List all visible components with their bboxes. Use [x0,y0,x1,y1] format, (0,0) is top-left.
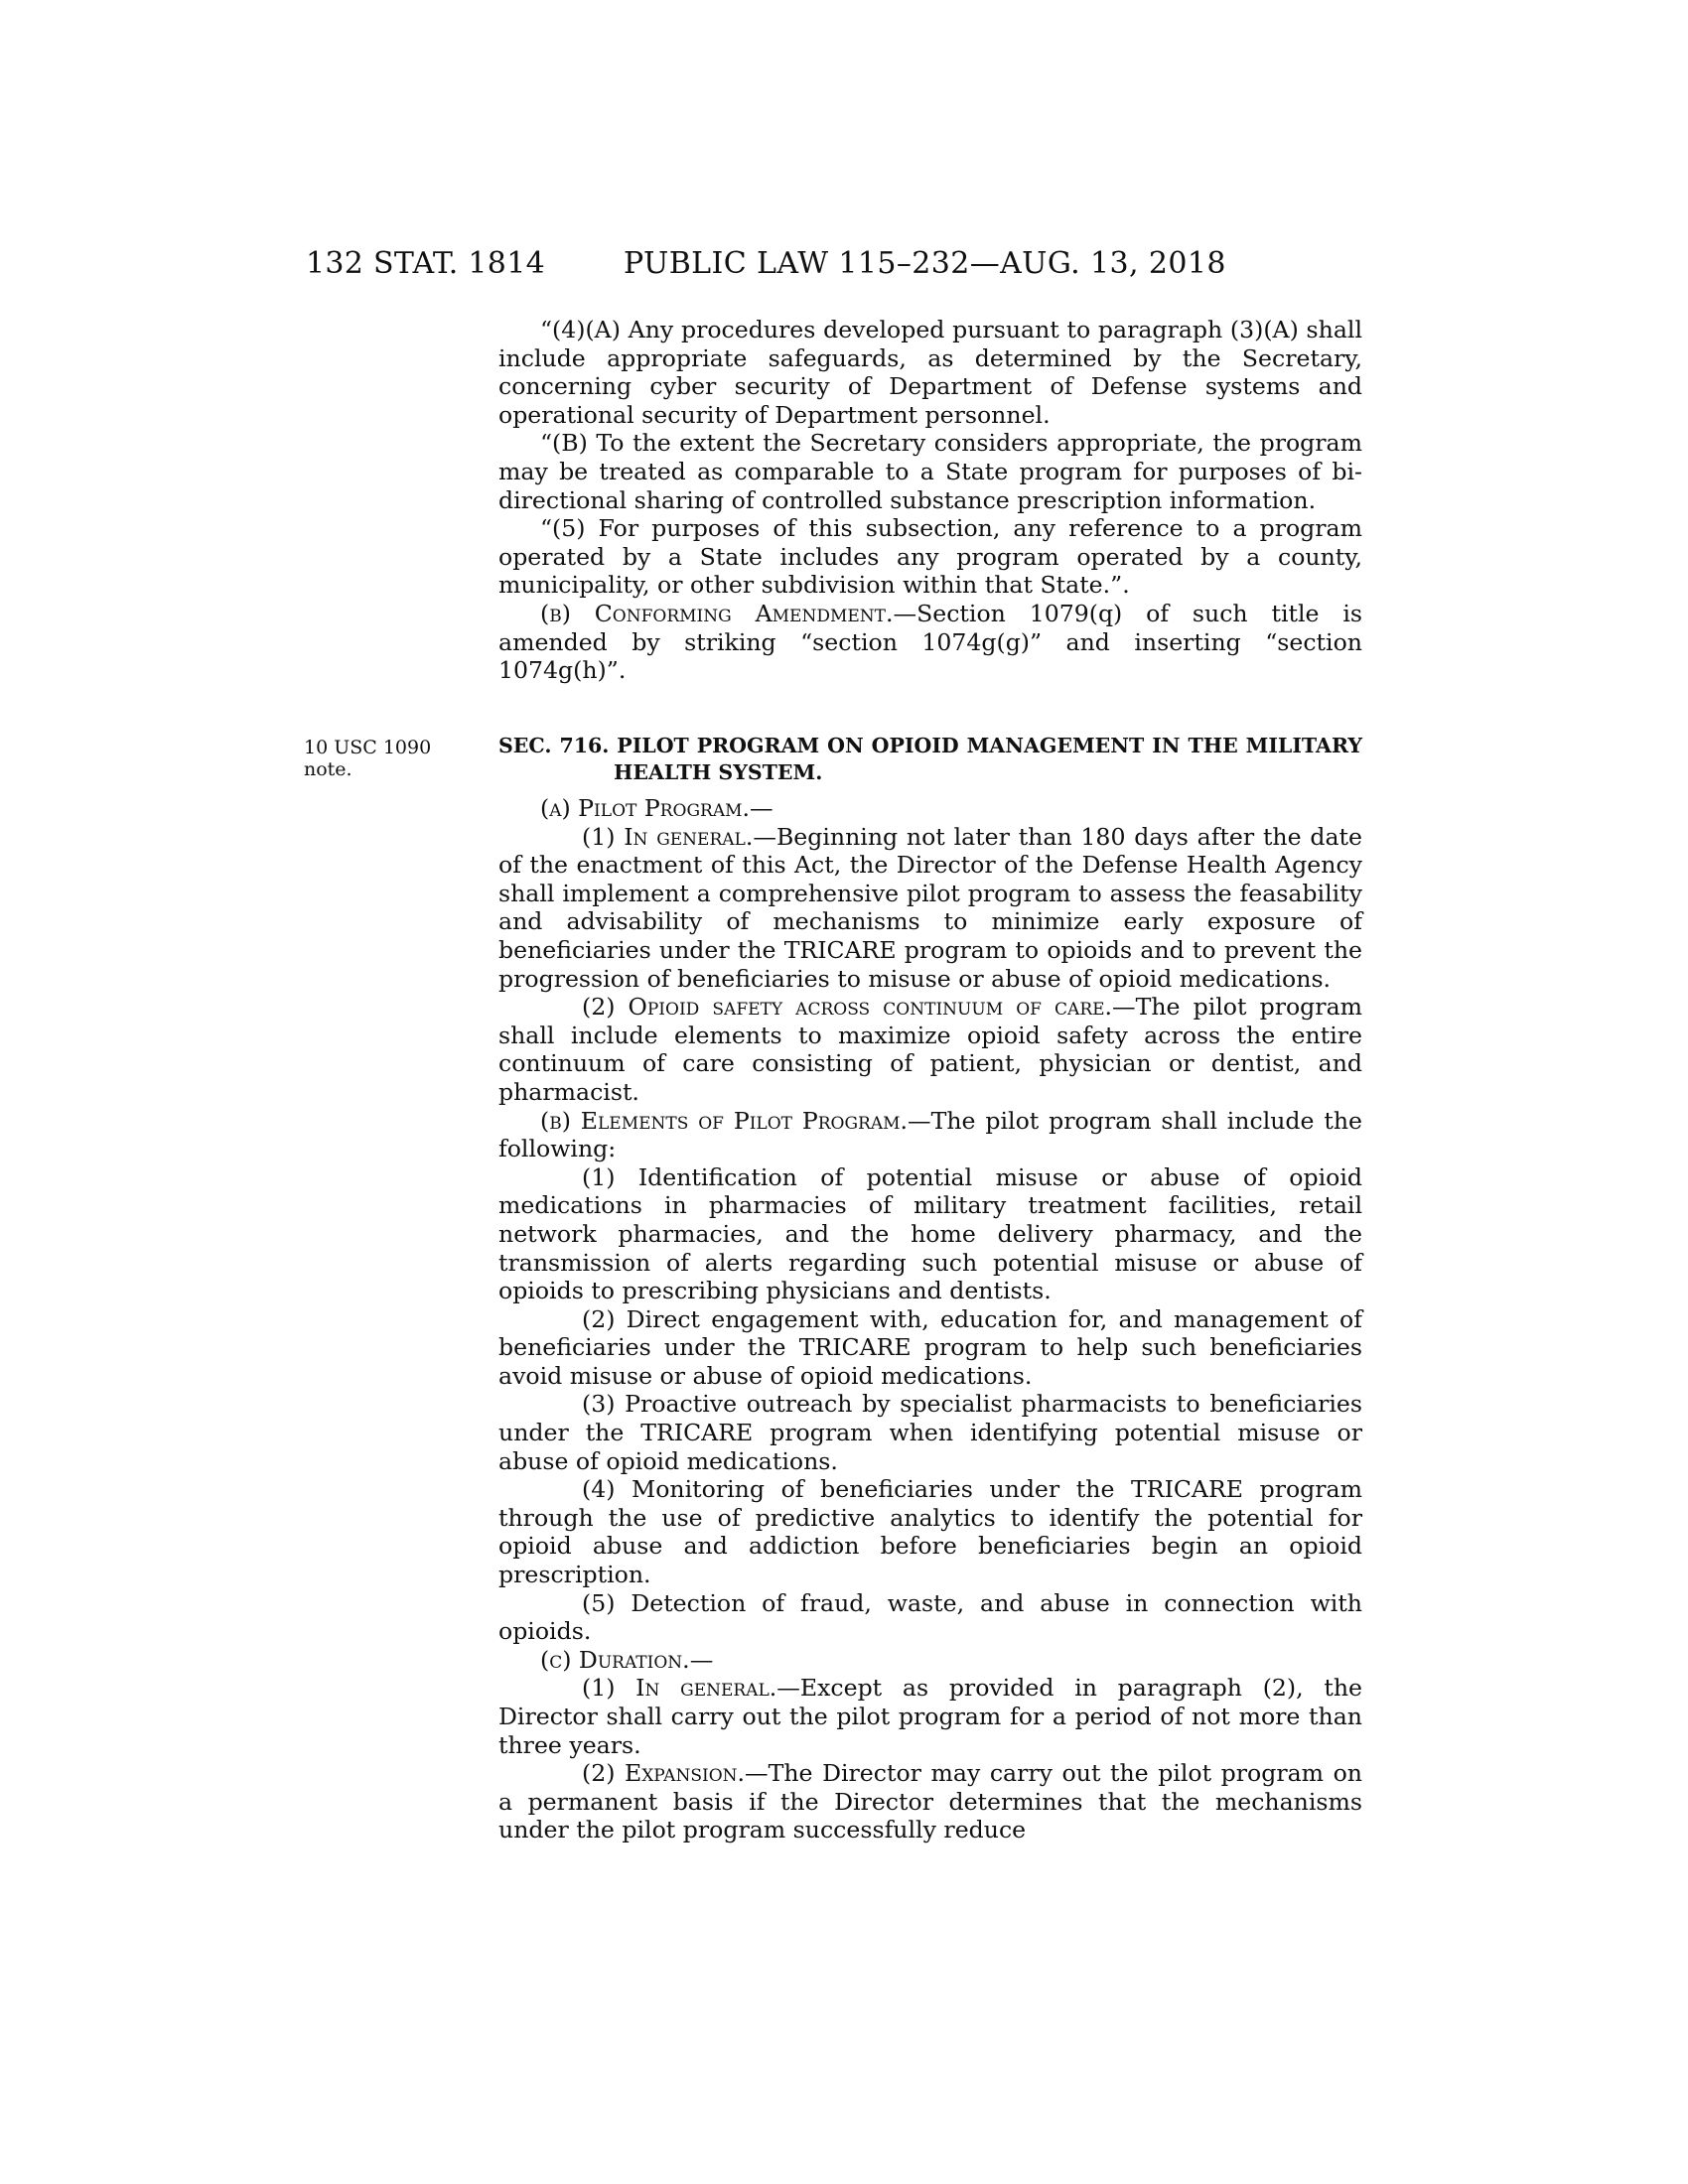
subsection-a-label: (a) Pilot Program. [540,794,751,822]
subsection-b-item-3: (3) Proactive outreach by specialist pharmacists to beneficiaries under the TRICARE program when identifying potential misuse or abuse of opioid medications. [498,1390,1362,1475]
conforming-amendment-text: —Section 1079(q) of such title is amended by striking “section 1074g(g)” and inserting “section 1074g(h)”. [498,599,1362,685]
subsection-a-paragraph-2 [498,993,1362,1106]
subsection-c-p1-label: (1) In general. [582,1674,777,1703]
stat-citation: 132 STAT. 1814 [306,246,545,281]
subsection-a-paragraph-1 [498,823,1362,994]
subsection-c-paragraph-1 [498,1674,1362,1759]
subsection-c-label: (c) Duration. [540,1645,690,1674]
subsection-a-dash: — [750,794,774,822]
subsection-a-p2-text: —The pilot program shall include elements to maximize opioid safety across the entire continuum of care consisting of patient, physician or dentist, and pharmacist. [498,993,1363,1106]
subsection-b-item-2: (2) Direct engagement with, education for, and management of beneficiaries under the TRICARE program to help such beneficiaries avoid misuse or abuse of opioid medications. [498,1304,1362,1390]
subsection-b-item-5: (5) Detection of fraud, waste, and abuse in connection with opioids. [498,1588,1362,1646]
conforming-amendment-label: (b) Conforming Amendment. [540,599,894,627]
subsection-c-heading [498,1646,1362,1675]
subsection-c-dash: — [689,1645,714,1674]
subsection-b-text: —The pilot program shall include the following: [498,1106,1363,1163]
subsection-b-item-4: (4) Monitoring of beneficiaries under the TRICARE program through the use of predictive analytics to identify the potential for opioid abuse and addiction before beneficiaries begin an opioid prescription. [498,1475,1362,1589]
margin-note [304,737,453,780]
page-header [0,246,1688,286]
body-text-section-716 [498,794,1362,1844]
subsection-b-heading [498,1107,1362,1163]
subsection-c-p1-text: —Except as provided in paragraph (2), the Director shall carry out the pilot program for a period of not more than three years. [498,1674,1363,1759]
paragraph-5: “(5) For purposes of this subsection, any reference to a program operated by a State includes any program operated by a county, municipality, or other subdivision within that State.”. [498,514,1362,600]
margin-note-label: note. [304,758,352,780]
section-heading: SEC. 716. PILOT PROGRAM ON OPIOID MANAGEMENT IN THE MILITARY HEALTH SYSTEM. [498,734,1362,784]
subsection-a-p1-label: (1) In general. [582,822,754,851]
subsection-a-heading [498,794,1362,823]
conforming-amendment [498,600,1362,685]
margin-note-citation: 10 USC 1090 [304,737,432,758]
subsection-b-label: (b) Elements of Pilot Program. [540,1106,909,1135]
subsection-a-p2-label: (2) Opioid safety across continuum of care. [582,993,1113,1022]
paragraph-4a: “(4)(A) Any procedures developed pursuant to paragraph (3)(A) shall include appropriate safeguards, as determined by the Secretary, concerning cyber security of Department of Defense systems and operational security of Department personnel. [498,316,1362,429]
paragraph-4b: “(B) To the extent the Secretary considers appropriate, the program may be treated as comparable to a State program for purposes of bi-directional sharing of controlled substance prescription information. [498,429,1362,514]
running-head: PUBLIC LAW 115–232—AUG. 13, 2018 [624,246,1226,281]
subsection-c-paragraph-2 [498,1759,1362,1844]
subsection-c-p2-text: —The Director may carry out the pilot program on a permanent basis if the Director determines that the mechanisms under the pilot program successfully reduce [498,1759,1362,1844]
subsection-a-p1-text: —Beginning not later than 180 days after the date of the enactment of this Act, the Director of the Defense Health Agency shall implement a comprehensive pilot program to assess the feasability and advisability of mechanisms to minimize early exposure of beneficiaries under the TRICARE program to opioids and to prevent the progression of beneficiaries to misuse or abuse of opioid medications. [498,822,1362,993]
body-text-top [498,316,1362,685]
subsection-b-item-1: (1) Identification of potential misuse or abuse of opioid medications in pharmacies of military treatment facilities, retail network pharmacies, and the home delivery pharmacy, and the transmission of alerts regarding such potential misuse or abuse of opioids to prescribing physicians and dentists. [498,1162,1362,1305]
subsection-c-p2-label: (2) Expansion. [582,1759,746,1788]
